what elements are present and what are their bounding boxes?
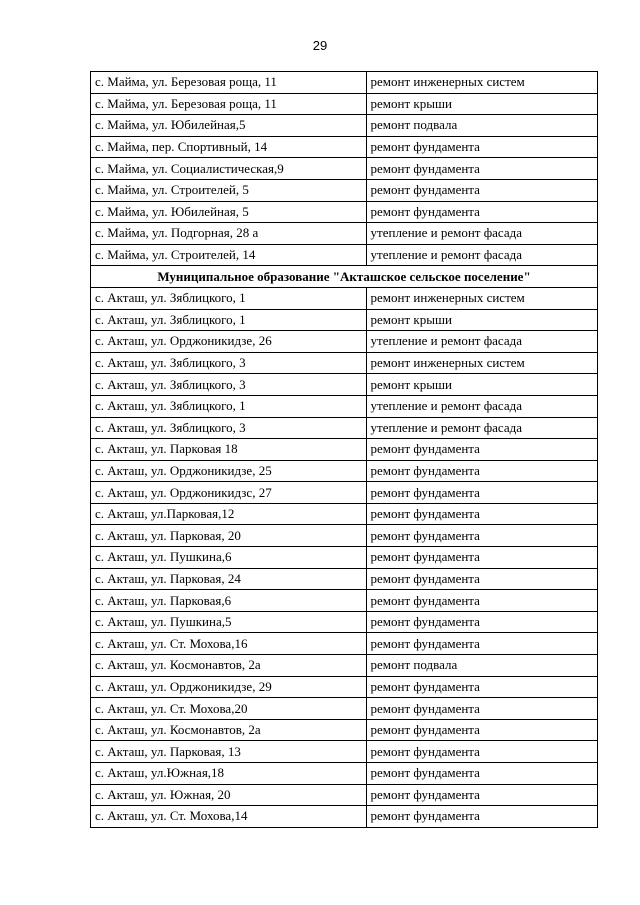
table-row <box>91 374 598 396</box>
work-type-cell: ремонт фундамента <box>366 784 597 806</box>
address-cell: с. Акташ, ул. Ст. Мохова,14 <box>91 806 367 828</box>
table-row <box>91 331 598 353</box>
table-row <box>91 590 598 612</box>
table-row <box>91 698 598 720</box>
address-cell: с. Майма, ул. Социалистическая,9 <box>91 158 367 180</box>
table-row <box>91 655 598 677</box>
work-type-cell: ремонт фундамента <box>366 460 597 482</box>
table-row <box>91 115 598 137</box>
work-type-cell: ремонт фундамента <box>366 763 597 785</box>
address-cell: с. Акташ, ул. Зяблицкого, 1 <box>91 287 367 309</box>
table-row <box>91 806 598 828</box>
table-row <box>91 352 598 374</box>
work-type-cell: ремонт подвала <box>366 655 597 677</box>
address-cell: с. Акташ, ул. Космонавтов, 2а <box>91 719 367 741</box>
table-row <box>91 633 598 655</box>
address-cell: с. Акташ, ул. Космонавтов, 2а <box>91 655 367 677</box>
table-row <box>91 72 598 94</box>
work-type-cell: ремонт инженерных систем <box>366 72 597 94</box>
address-cell: с. Майма, ул. Юбилейная, 5 <box>91 201 367 223</box>
table-row <box>91 503 598 525</box>
address-cell: с. Акташ, ул. Орджоникидзе, 26 <box>91 331 367 353</box>
work-type-cell: ремонт фундамента <box>366 568 597 590</box>
address-cell: с. Акташ, ул. Парковая, 24 <box>91 568 367 590</box>
table-row <box>91 395 598 417</box>
address-cell: с. Майма, пер. Спортивный, 14 <box>91 136 367 158</box>
address-cell: с. Майма, ул. Березовая роща, 11 <box>91 72 367 94</box>
table-row <box>91 179 598 201</box>
work-type-cell: ремонт фундамента <box>366 719 597 741</box>
table-row <box>91 784 598 806</box>
work-type-cell: ремонт фундамента <box>366 503 597 525</box>
work-type-cell: ремонт фундамента <box>366 482 597 504</box>
table-row <box>91 439 598 461</box>
work-type-cell: ремонт крыши <box>366 309 597 331</box>
address-cell: с. Акташ, ул. Орджоникидзе, 29 <box>91 676 367 698</box>
address-cell: с. Акташ, ул.Парковая,12 <box>91 503 367 525</box>
address-cell: с. Майма, ул. Строителей, 14 <box>91 244 367 266</box>
work-type-cell: ремонт крыши <box>366 374 597 396</box>
work-type-cell: ремонт фундамента <box>366 806 597 828</box>
work-type-cell: ремонт фундамента <box>366 525 597 547</box>
work-type-cell: утепление и ремонт фасада <box>366 417 597 439</box>
table-row <box>91 287 598 309</box>
table-row <box>91 309 598 331</box>
address-cell: с. Акташ, ул. Орджоникидзе, 25 <box>91 460 367 482</box>
address-cell: с. Майма, ул. Березовая роща, 11 <box>91 93 367 115</box>
address-cell: с. Акташ, ул. Парковая, 13 <box>91 741 367 763</box>
work-type-cell: ремонт фундамента <box>366 439 597 461</box>
work-type-cell: ремонт фундамента <box>366 590 597 612</box>
address-cell: с. Акташ, ул. Пушкина,5 <box>91 611 367 633</box>
address-cell: с. Акташ, ул. Орджоникидзс, 27 <box>91 482 367 504</box>
section-header-row <box>91 266 598 288</box>
section-title: Муниципальное образование "Акташское сельское поселение" <box>91 266 598 288</box>
work-type-cell: ремонт фундамента <box>366 136 597 158</box>
table-row <box>91 482 598 504</box>
work-type-cell: ремонт фундамента <box>366 741 597 763</box>
address-cell: с. Майма, ул. Строителей, 5 <box>91 179 367 201</box>
table-row <box>91 676 598 698</box>
table-row <box>91 547 598 569</box>
table-row <box>91 201 598 223</box>
works-table <box>90 71 598 828</box>
table-row <box>91 93 598 115</box>
table-row <box>91 417 598 439</box>
works-table-body <box>91 72 598 828</box>
table-row <box>91 136 598 158</box>
table-row <box>91 763 598 785</box>
work-type-cell: утепление и ремонт фасада <box>366 331 597 353</box>
table-row <box>91 611 598 633</box>
address-cell: с. Майма, ул. Подгорная, 28 а <box>91 223 367 245</box>
work-type-cell: ремонт подвала <box>366 115 597 137</box>
table-row <box>91 158 598 180</box>
work-type-cell: ремонт фундамента <box>366 698 597 720</box>
address-cell: с. Акташ, ул. Зяблицкого, 3 <box>91 352 367 374</box>
table-row <box>91 223 598 245</box>
address-cell: с. Акташ, ул. Ст. Мохова,20 <box>91 698 367 720</box>
address-cell: с. Майма, ул. Юбилейная,5 <box>91 115 367 137</box>
address-cell: с. Акташ, ул. Южная, 20 <box>91 784 367 806</box>
address-cell: с. Акташ, ул. Зяблицкого, 1 <box>91 309 367 331</box>
work-type-cell: ремонт фундамента <box>366 611 597 633</box>
work-type-cell: ремонт инженерных систем <box>366 352 597 374</box>
work-type-cell: утепление и ремонт фасада <box>366 244 597 266</box>
work-type-cell: ремонт фундамента <box>366 547 597 569</box>
work-type-cell: ремонт фундамента <box>366 676 597 698</box>
page-number: 29 <box>312 38 328 53</box>
address-cell: с. Акташ, ул. Зяблицкого, 3 <box>91 417 367 439</box>
work-type-cell: ремонт фундамента <box>366 201 597 223</box>
address-cell: с. Акташ, ул. Пушкина,6 <box>91 547 367 569</box>
work-type-cell: ремонт фундамента <box>366 633 597 655</box>
table-row <box>91 244 598 266</box>
address-cell: с. Акташ, ул. Зяблицкого, 1 <box>91 395 367 417</box>
work-type-cell: ремонт фундамента <box>366 179 597 201</box>
address-cell: с. Акташ, ул.Южная,18 <box>91 763 367 785</box>
address-cell: с. Акташ, ул. Парковая, 20 <box>91 525 367 547</box>
work-type-cell: ремонт фундамента <box>366 158 597 180</box>
table-row <box>91 568 598 590</box>
table-row <box>91 719 598 741</box>
address-cell: с. Акташ, ул. Ст. Мохова,16 <box>91 633 367 655</box>
address-cell: с. Акташ, ул. Зяблицкого, 3 <box>91 374 367 396</box>
work-type-cell: утепление и ремонт фасада <box>366 395 597 417</box>
table-row <box>91 741 598 763</box>
work-type-cell: ремонт крыши <box>366 93 597 115</box>
work-type-cell: утепление и ремонт фасада <box>366 223 597 245</box>
work-type-cell: ремонт инженерных систем <box>366 287 597 309</box>
table-row <box>91 525 598 547</box>
table-row <box>91 460 598 482</box>
address-cell: с. Акташ, ул. Парковая 18 <box>91 439 367 461</box>
address-cell: с. Акташ, ул. Парковая,6 <box>91 590 367 612</box>
